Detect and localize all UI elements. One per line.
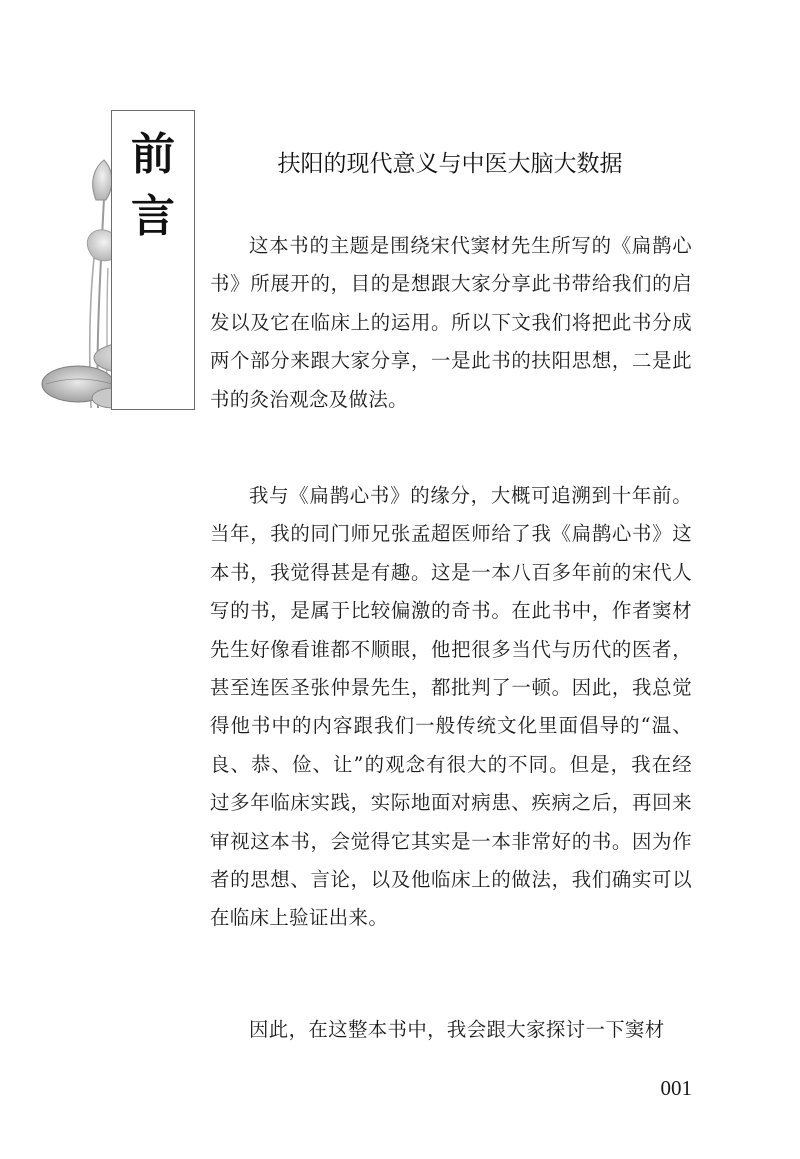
chapter-heading-char: 言 — [131, 191, 175, 242]
body-paragraph: 这本书的主题是围绕宋代窦材先生所写的《扁鹊心书》所展开的，目的是想跟大家分享此书带给我们的启发以及它在临床上的运用。所以下文我们将把此书分成两个部分来跟大家分享，一是此书的扶阳思想，二是此书的灸治观念及做法。 — [210, 234, 692, 411]
chapter-heading-banner — [111, 110, 195, 410]
chapter-heading-char: 前 — [131, 129, 175, 180]
body-paragraph: 因此，在这整本书中，我会跟大家探讨一下窦材 — [249, 1018, 665, 1041]
page-number: 001 — [660, 1076, 692, 1100]
body-paragraph: 我与《扁鹊心书》的缘分，大概可追溯到十年前。当年，我的同门师兄张孟超医师给了我《扁鹊心书》这本书，我觉得甚是有趣。这是一本八百多年前的宋代人写的书，是属于比较偏激的奇书。在此书中，作者窦材先生好像看谁都不顺眼，他把很多当代与历代的医者，甚至连医圣张仲景先生，都批判了一顿。因此，我总觉得他书中的内容跟我们一般传统文化里面倡导的“温、良、恭、俭、让”的观念有很大的不同。但是，我在经过多年临床实践，实际地面对病患、疾病之后，再回来审视这本书，会觉得它其实是一本非常好的书。因为作者的思想、言论，以及他临床上的做法，我们确实可以在临床上验证出来。 — [210, 484, 692, 930]
chapter-title: 扶阳的现代意义与中医大脑大数据 — [277, 151, 623, 177]
